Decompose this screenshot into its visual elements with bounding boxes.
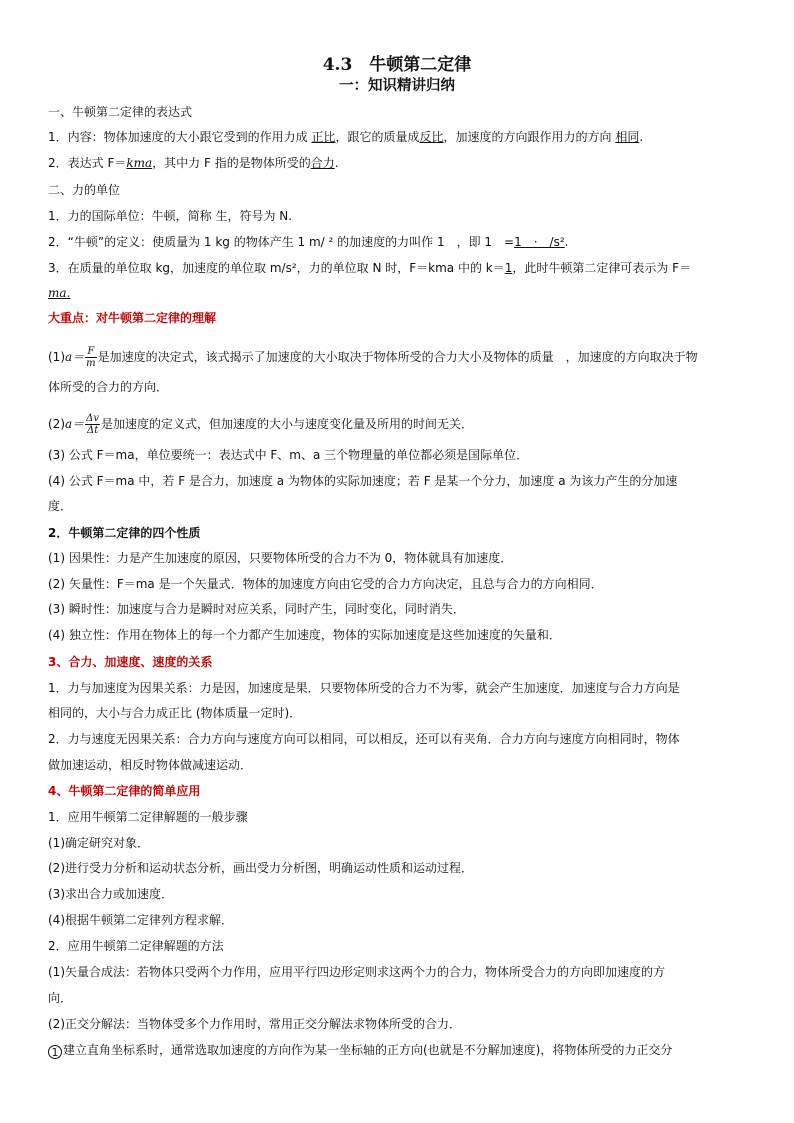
keypoint-p1-cont: 体所受的合力的方向． bbox=[48, 380, 169, 394]
properties-p3: (3) 瞬时性：加速度与合力是瞬时对应关系，同时产生，同时变化，同时消失． bbox=[48, 602, 465, 616]
relations-p2: 2．力与速度无因果关系：合力方向与速度方向可以相同，可以相反，还可以有夹角．合力方向与速度方向相同时，物体 bbox=[48, 732, 680, 746]
properties-p1: (1) 因果性：力是产生加速度的原因，只要物体所受的合力不为 0，物体就具有加速度． bbox=[48, 551, 513, 565]
fraction: $\frac{\Delta v}{\Delta t}$ bbox=[86, 413, 100, 436]
application-s1-3: (3)求出合力或加速度． bbox=[48, 887, 173, 901]
relations-p2-cont: 做加速运动，相反时物体做减速运动． bbox=[48, 758, 253, 772]
circled-number-icon: 1 bbox=[48, 1045, 62, 1059]
keypoint-p1: (1)a＝ $\frac{F}{m}$ 是加速度的决定式，该式揭示了加速度的大小取决于物体所受的合力大小及物体的质量 ，加速度的方向取决于物 bbox=[48, 346, 698, 369]
answer-blank: ma. bbox=[48, 286, 71, 300]
section2-item1: 1．力的国际单位：牛顿，简称 生，符号为 N. bbox=[48, 209, 293, 223]
answer-blank: 正比 bbox=[311, 130, 336, 144]
application-s1-1: (1)确定研究对象． bbox=[48, 836, 149, 850]
application-s1-4: (4)根据牛顿第二定律列方程求解． bbox=[48, 913, 233, 927]
section2-item2: 2．“牛顿”的定义：使质量为 1 kg 的物体产生 1 m/ ² 的加速度的力叫作 1 ，即 1 =1 · /s². bbox=[48, 235, 569, 249]
application-s2-1-cont: 向． bbox=[48, 991, 73, 1005]
relations-p1-cont: 相同的，大小与合力成正比 (物体质量一定时)． bbox=[48, 706, 302, 720]
answer-blank: 1 · /s² bbox=[514, 235, 565, 249]
application-s2-1: (1)矢量合成法：若物体只受两个力作用，应用平行四边形定则求这两个力的合力，物体所受合力的方向即加速度的方 bbox=[48, 965, 666, 979]
keypoint-p2: (2)a＝ $\frac{\Delta v}{\Delta t}$ 是加速度的定义式，但加速度的大小与速度变化量及所用的时间无关． bbox=[48, 413, 474, 436]
keypoint-heading: 大重点：对牛顿第二定律的理解 bbox=[48, 311, 217, 325]
section2-item3: 3．在质量的单位取 kg，加速度的单位取 m/s²，力的单位取 N 时，F＝kma 中的 k＝1，此时牛顿第二定律可表示为 F＝ bbox=[48, 261, 692, 275]
application-s2: 2．应用牛顿第二定律解题的方法 bbox=[48, 939, 224, 953]
page-subtitle: 一：知识精讲归纳 bbox=[339, 77, 455, 94]
section2-item3-cont bbox=[48, 285, 754, 301]
section1-heading: 一、牛顿第二定律的表达式 bbox=[48, 105, 193, 119]
application-s2-3: 1 建立直角坐标系时，通常选取加速度的方向作为某一坐标轴的正方向(也就是不分解加速度)，将物体所受的力正交分 bbox=[48, 1042, 754, 1059]
answer-blank: kma bbox=[126, 156, 153, 170]
answer-blank: 反比 bbox=[419, 130, 444, 144]
application-s1-2: (2)进行受力分析和运动状态分析，画出受力分析图，明确运动性质和运动过程． bbox=[48, 861, 474, 875]
section1-item2: 2．表达式 F＝kma，其中力 F 指的是物体所受的合力. bbox=[48, 156, 339, 170]
relations-p1: 1．力与加速度为因果关系：力是因，加速度是果．只要物体所受的合力不为零，就会产生加速度．加速度与合力方向是 bbox=[48, 681, 680, 695]
properties-heading: 2．牛顿第二定律的四个性质 bbox=[48, 526, 201, 540]
properties-p2: (2) 矢量性：F＝ma 是一个矢量式．物体的加速度方向由它受的合力方向决定，且总与合力的方向相同． bbox=[48, 577, 603, 591]
answer-blank: 相同 bbox=[615, 130, 640, 144]
section2-heading: 二、力的单位 bbox=[48, 183, 121, 197]
keypoint-p3: (3) 公式 F＝ma，单位要统一：表达式中 F、m、a 三个物理量的单位都必须是国际单位． bbox=[48, 448, 529, 462]
keypoint-p4: (4) 公式 F＝ma 中，若 F 是合力，加速度 a 为物体的实际加速度；若 F 是某一个分力，加速度 a 为该力产生的分加速 bbox=[48, 474, 678, 488]
section1-item1: 1．内容：物体加速度的大小跟它受到的作用力成 正比，跟它的质量成反比，加速度的方向跟作用力的方向 相同. bbox=[48, 130, 644, 144]
application-heading: 4、牛顿第二定律的简单应用 bbox=[48, 784, 201, 798]
application-s1: 1．应用牛顿第二定律解题的一般步骤 bbox=[48, 810, 248, 824]
answer-blank: 1 bbox=[504, 261, 513, 275]
relations-heading: 3、合力、加速度、速度的关系 bbox=[48, 655, 213, 669]
page-title: 4.3 牛顿第二定律 bbox=[322, 55, 472, 75]
answer-blank: 合力 bbox=[310, 156, 335, 170]
properties-p4: (4) 独立性：作用在物体上的每一个力都产生加速度，物体的实际加速度是这些加速度的矢量和． bbox=[48, 628, 561, 642]
fraction: $\frac{F}{m}$ bbox=[86, 346, 96, 369]
application-s2-2: (2)正交分解法：当物体受多个力作用时，常用正交分解法求物体所受的合力． bbox=[48, 1017, 462, 1031]
keypoint-p4-cont: 度． bbox=[48, 499, 73, 513]
